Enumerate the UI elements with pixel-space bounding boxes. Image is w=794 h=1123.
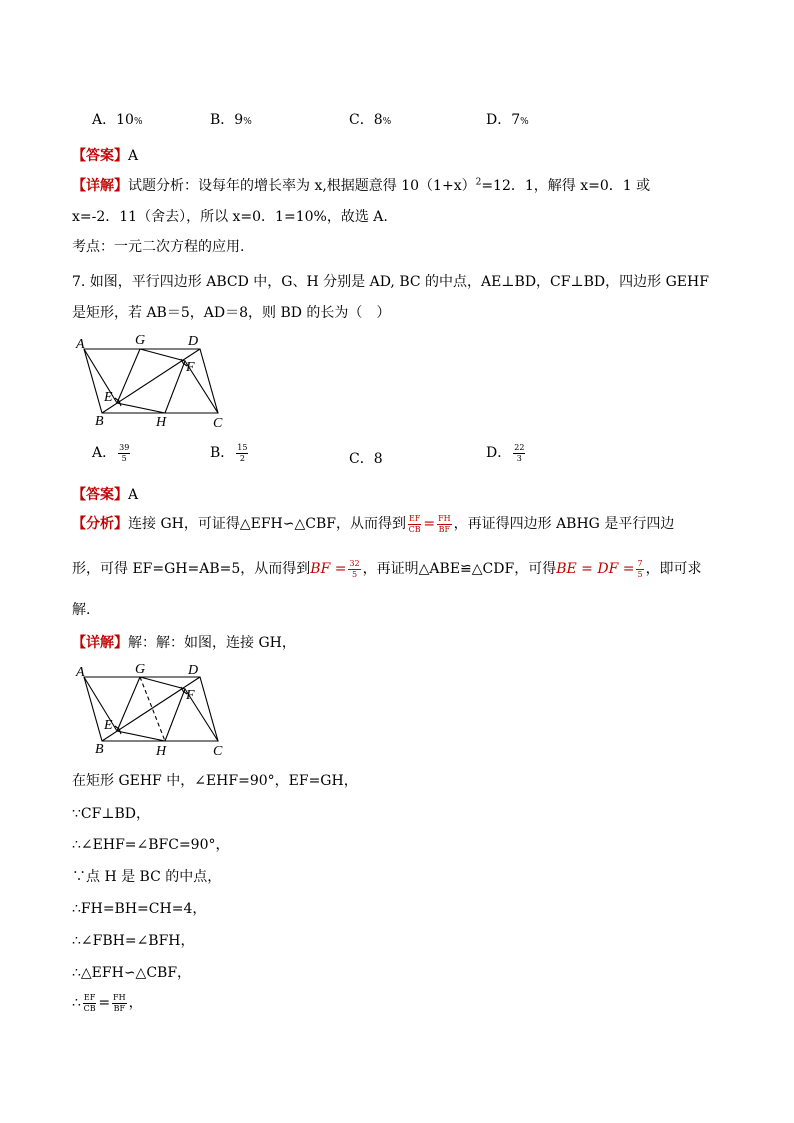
answer-label: 【答案】 (72, 148, 128, 164)
detail-label: 【详解】 (72, 178, 128, 194)
option-a-label: A． (92, 445, 117, 461)
q6-option-a-text: A．10 (92, 112, 134, 128)
detail-step-1: 在矩形 GEHF 中，∠EHF=90°，EF=GH， (72, 773, 358, 789)
frac-num: EF (408, 513, 421, 523)
label-g: G (135, 333, 146, 348)
frac-den: CB (408, 524, 421, 534)
q7-answer (72, 484, 138, 504)
q6-option-b (210, 109, 252, 129)
label-d: D (188, 663, 199, 678)
label-a: A (76, 337, 85, 352)
q6-option-b-text: B．9 (210, 112, 244, 128)
answer-label: 【答案】 (72, 487, 128, 503)
equals-sign: = (98, 995, 111, 1011)
fraction-fh-bf (437, 515, 452, 534)
option-d-fraction (513, 444, 525, 463)
q6-detail-line3: 考点：一元二次方程的应用. (72, 239, 245, 255)
fraction-32-5 (348, 560, 360, 579)
frac-num: 7 (637, 558, 643, 568)
option-b-fraction (236, 444, 248, 463)
analysis-label: 【分析】 (72, 516, 128, 532)
q7-option-c: C．8 (349, 451, 383, 467)
fraction-ef-cb (83, 994, 96, 1013)
label-g: G (135, 662, 146, 677)
q7-analysis-line1 (72, 513, 674, 534)
detail-step-6: ∴∠FBH=∠BFH， (72, 933, 195, 949)
answer-value: A (128, 148, 139, 164)
label-e: E (104, 390, 113, 405)
detail-step-7: ∴△EFH∽△CBF， (72, 965, 192, 981)
q7-question-line1: 7. 如图，平行四边形 ABCD 中，G、H 分别是 AD, BC 的中点，AE⊥BD，CF⊥BD，四边形 GEHF (72, 274, 709, 290)
equals-sign: = (423, 516, 436, 532)
option-b-label: B． (210, 445, 235, 461)
detail-intro-text: 解：解：如图，连接 GH， (128, 635, 296, 651)
q7-detail-intro (72, 632, 296, 652)
dashed-gh (140, 677, 165, 741)
analysis-text-c: ，即可求 (645, 561, 702, 577)
label-c: C (213, 416, 223, 430)
frac-den: 5 (637, 569, 643, 579)
frac-den: 5 (352, 569, 358, 579)
detail-sup: 2 (475, 177, 482, 188)
label-b: B (95, 742, 104, 757)
q6-option-b-pct: % (243, 117, 252, 127)
analysis-text-b: ，再证得四边形 ABHG 是平行四边 (453, 516, 675, 532)
q7-analysis-line3: 解. (72, 602, 91, 618)
comma: ， (128, 995, 143, 1011)
fraction-fh-bf (112, 994, 127, 1013)
q6-detail-line1 (72, 175, 650, 195)
q6-option-c-text: C．8 (349, 112, 383, 128)
option-b-den: 2 (239, 453, 245, 463)
label-f: F (186, 688, 195, 703)
detail-step-2: ∵CF⊥BD， (72, 806, 151, 822)
option-b-num: 15 (237, 442, 248, 452)
fraction-ef-cb (408, 515, 421, 534)
analysis-text: 形，可得 EF=GH=AB=5，从而得到 (72, 561, 311, 577)
detail-text: 试题分析：设每年的增长率为 x,根据题意得 10（1+x） (128, 178, 476, 194)
label-f: F (186, 360, 195, 375)
label-a: A (76, 665, 85, 680)
q6-detail-line2: x=-2．11（舍去），所以 x=0．1=10%，故选 A. (72, 209, 388, 225)
analysis-text: 连接 GH，可证得△EFH∽△CBF，从而得到 (128, 516, 406, 532)
q6-option-d-text: D．7 (486, 112, 521, 128)
q7-option-b (210, 442, 250, 463)
detail-step-3: ∴∠EHF=∠BFC=90°， (72, 837, 230, 853)
option-d-label: D． (486, 445, 512, 461)
q7-option-a (92, 442, 132, 463)
label-d: D (188, 334, 199, 349)
detail-step-5: ∴FH=BH=CH=4， (72, 901, 207, 917)
parallelogram-figure-2 (70, 658, 240, 760)
label-h: H (156, 415, 167, 430)
q6-option-d (486, 109, 529, 129)
q6-option-c (349, 109, 391, 129)
q6-option-a (92, 109, 143, 129)
frac-num: FH (438, 513, 451, 523)
q6-option-d-pct: % (520, 117, 529, 127)
parallelogram-figure-1 (70, 330, 240, 430)
option-a-num: 39 (119, 442, 130, 452)
frac-den: BF (438, 524, 451, 534)
frac-den: BF (113, 1003, 126, 1013)
frac-num: FH (113, 992, 126, 1002)
frac-den: CB (83, 1003, 96, 1013)
detail-label: 【详解】 (72, 635, 128, 651)
frac-num: EF (83, 992, 96, 1002)
be-df-expr: BE = DF = (556, 561, 635, 577)
option-d-num: 22 (514, 442, 525, 452)
therefore-symbol: ∴ (72, 995, 81, 1011)
detail-step-4: ∵点 H 是 BC 的中点， (72, 869, 222, 885)
option-a-fraction (118, 444, 130, 463)
frac-num: 32 (349, 558, 360, 568)
label-c: C (213, 744, 223, 759)
option-a-den: 5 (121, 453, 127, 463)
detail-text-b: =12．1，解得 x=0．1 或 (481, 178, 651, 194)
q6-option-a-pct: % (133, 117, 143, 127)
analysis-text-b: ，再证明△ABE≌△CDF，可得 (362, 561, 557, 577)
q7-question-line2: 是矩形，若 AB＝5，AD＝8，则 BD 的长为（ ） (72, 305, 391, 321)
detail-step-8 (72, 992, 143, 1013)
label-e: E (104, 718, 113, 733)
label-b: B (95, 414, 104, 429)
option-d-den: 3 (516, 453, 522, 463)
q6-answer (72, 145, 138, 165)
bf-expr: BF = (310, 561, 347, 577)
answer-value: A (128, 487, 139, 503)
fraction-7-5 (636, 560, 643, 579)
q7-option-d (486, 442, 527, 463)
label-h: H (156, 744, 167, 759)
q6-option-c-pct: % (382, 117, 392, 127)
q7-analysis-line2 (72, 558, 702, 579)
